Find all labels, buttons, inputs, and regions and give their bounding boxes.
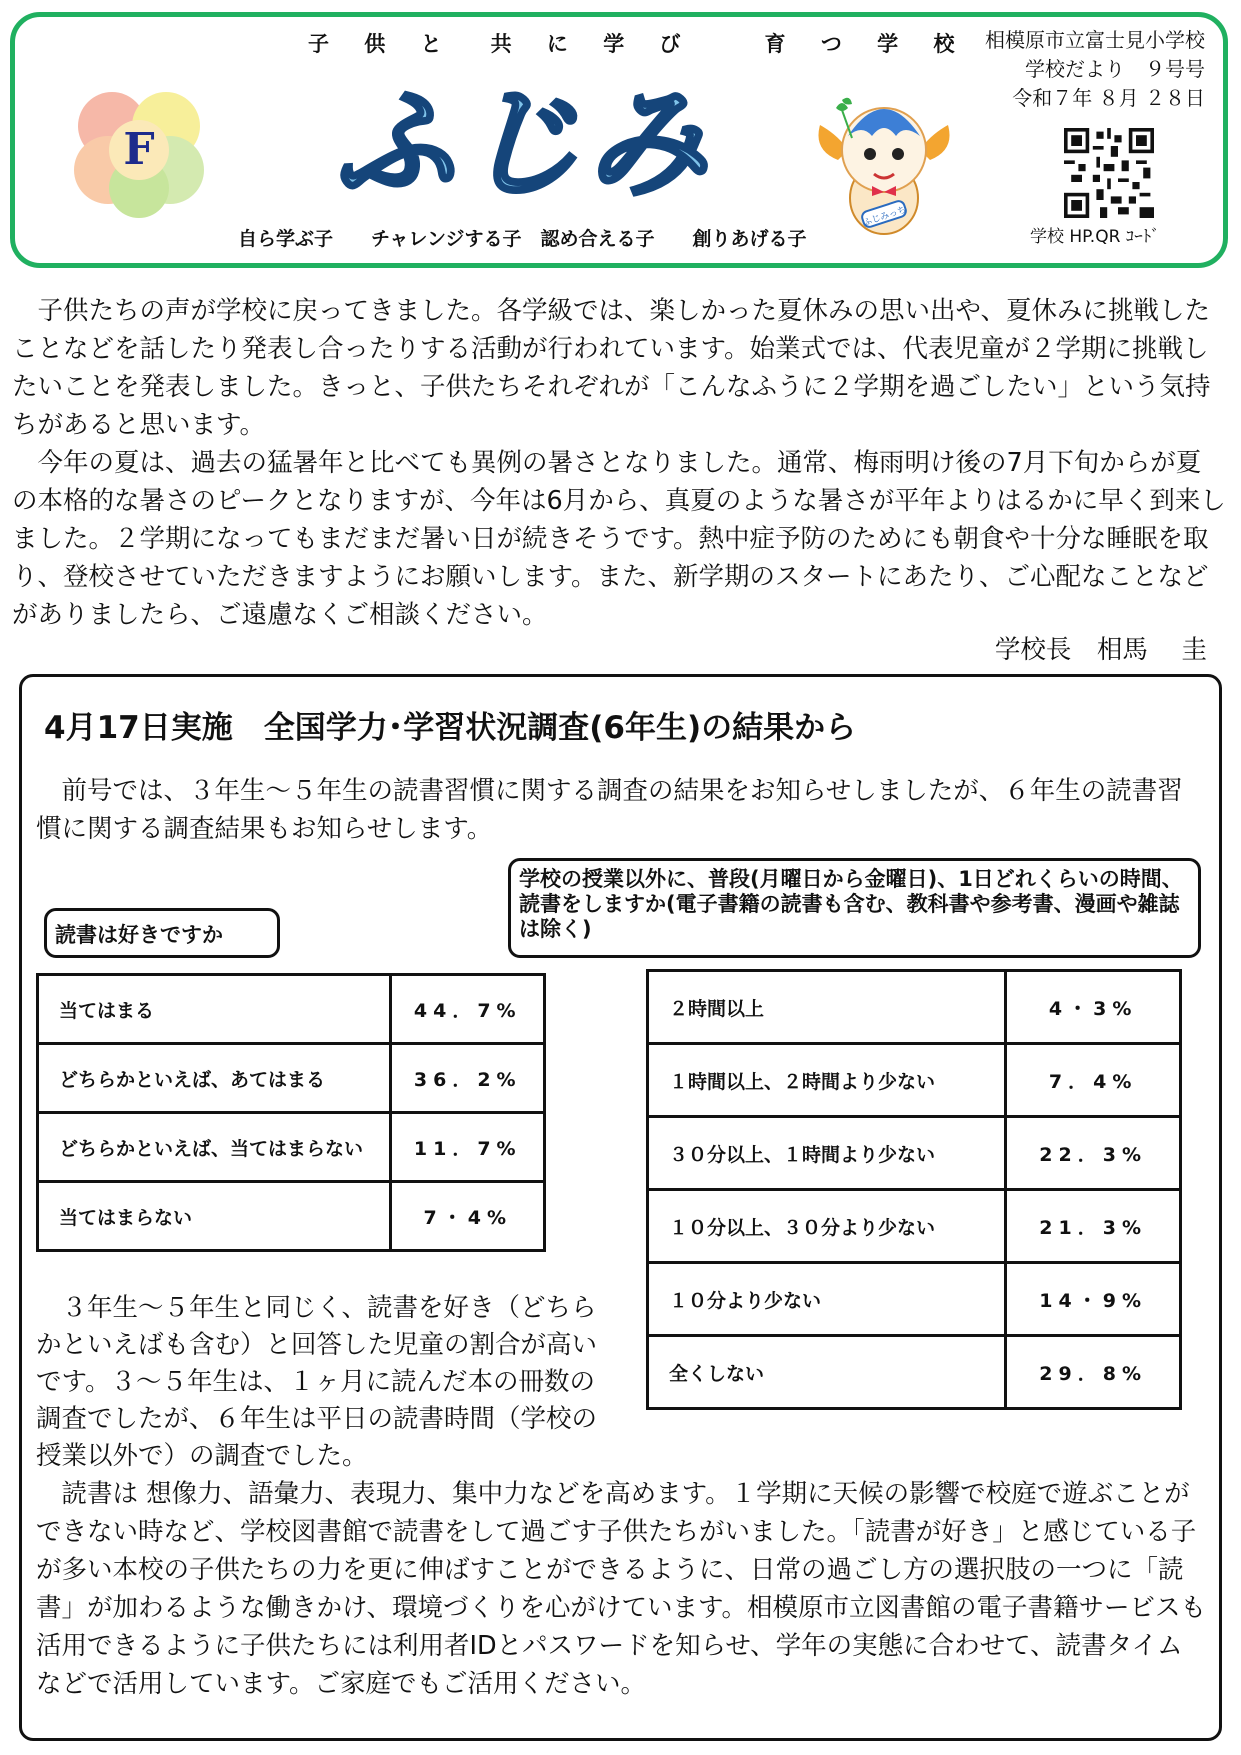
question-reading-enjoyment: 読書は好きですか	[44, 908, 280, 958]
message-paragraph-1: 子供たちの声が学校に戻ってきました。各学級では、楽しかった夏休みの思い出や、夏休みに挑戦したことなどを話したり発表し合ったりする活動が行われています。始業式では、代表児童が２学期に挑戦したいことを発表しました。きっと、子供たちそれぞれが「こんなふうに２学期を過ごしたい」という気持ちがあると思います。	[12, 296, 1211, 440]
table-row	[38, 1182, 545, 1251]
survey-lead: 前号では、３年生～５年生の読書習慣に関する調査の結果をお知らせしましたが、６年生の読書習慣に関する調査結果もお知らせします。	[36, 776, 1183, 844]
row-value: 22．3%	[1006, 1117, 1181, 1190]
row-value: 14・9%	[1006, 1263, 1181, 1336]
school-logo	[64, 86, 214, 220]
row-label: どちらかといえば、あてはまる	[38, 1044, 391, 1113]
logo-letter: F	[123, 124, 155, 175]
issue-date: 令和７年 ８月 ２８日	[1012, 86, 1205, 110]
mascot-image	[808, 80, 960, 240]
qr-label: 学校 HP.QR ｺｰﾄﾞ	[1030, 227, 1160, 247]
row-label: どちらかといえば、当てはまらない	[38, 1113, 391, 1182]
principal-signature: 学校長 相馬 圭	[994, 635, 1207, 665]
row-value: 7・4%	[391, 1182, 545, 1251]
school-motto: 子 供 と 共 に 学 び 育 つ 学 校	[308, 32, 969, 56]
table-row	[38, 975, 545, 1044]
row-value: 4・3%	[1006, 971, 1181, 1044]
row-label: １時間以上、２時間より少ない	[648, 1044, 1006, 1117]
row-value: 44．7%	[391, 975, 545, 1044]
row-value: 11．7%	[391, 1113, 545, 1182]
reading-enjoyment-table	[36, 973, 546, 1252]
message-paragraph-2: 今年の夏は、過去の猛暑年と比べても異例の暑さとなりました。通常、梅雨明け後の7月下旬からが夏の本格的な暑さのピークとなりますが、今年は6月から、真夏のような暑さが平年よりはるかに早く到来しました。２学期になってもまだまだ暑い日が続きそうです。熱中症予防のためにも朝食や十分な睡眠を取り、登校させていただきますようにお願いします。また、新学期のスタートにあたり、ご心配なことなどがありましたら、ご遠慮なくご相談ください。	[12, 448, 1226, 630]
row-label: ２時間以上	[648, 971, 1006, 1044]
school-name: 相模原市立富士見小学校	[985, 28, 1205, 52]
survey-title: 4月17日実施 全国学力･学習状況調査(6年生)の結果から	[44, 710, 857, 746]
survey-comparison-text: ３年生～５年生と同じく、読書を好き（どちらかといえばも含む）と回答した児童の割合が高いです。３～５年生は、１ヶ月に読んだ本の冊数の調査でしたが、６年生は平日の読書時間（学校の授業以外で）の調査でした。	[36, 1293, 598, 1471]
row-label: １０分以上、３０分より少ない	[648, 1190, 1006, 1263]
row-value: 29．8%	[1006, 1336, 1181, 1409]
newsletter-title: ふじみ	[335, 75, 713, 214]
table-row	[648, 1117, 1181, 1190]
row-value: 7．4%	[1006, 1044, 1181, 1117]
principal-message	[12, 292, 1226, 634]
table-row	[38, 1044, 545, 1113]
table-row	[648, 1263, 1181, 1336]
table-row	[648, 1336, 1181, 1409]
row-label: 当てはまらない	[38, 1182, 391, 1251]
table-row	[38, 1113, 545, 1182]
table-row	[648, 1044, 1181, 1117]
table-row	[648, 971, 1181, 1044]
question-reading-time: 学校の授業以外に、普段(月曜日から金曜日)、1日どれくらいの時間、読書をしますか(電子書籍の読書も含む、教科書や参考書、漫画や雑誌は除く)	[508, 858, 1201, 958]
school-goals: 自ら学ぶ子 チャレンジする子 認め合える子 創りあげる子	[238, 228, 807, 250]
row-value: 21．3%	[1006, 1190, 1181, 1263]
table-row	[648, 1190, 1181, 1263]
school-info	[985, 26, 1205, 113]
row-label: 全くしない	[648, 1336, 1006, 1409]
qr-code[interactable]	[1064, 128, 1154, 218]
row-value: 36．2%	[391, 1044, 545, 1113]
row-label: 当てはまる	[38, 975, 391, 1044]
issue-number: 学校だより ９号号	[1025, 57, 1205, 81]
survey-conclusion-text: 読書は 想像力、語彙力、表現力、集中力などを高めます。１学期に天候の影響で校庭で遊ぶことができない時など、学校図書館で読書をして過ごす子供たちがいました。「読書が好き」と感じている子が多い本校の子供たちの力を更に伸ばすことができるように、日常の過ごし方の選択肢の一つに「読書」が加わるような働きかけ、環境づくりを心がけています。相模原市立図書館の電子書籍サービスも活用できるように子供たちには利用者IDとパスワードを知らせ、学年の実態に合わせて、読書タイムなどで活用しています。ご家庭でもご活用ください。	[36, 1479, 1206, 1699]
row-label: １０分より少ない	[648, 1263, 1006, 1336]
mascot-sash-text: ふじみっち	[861, 205, 908, 229]
reading-time-table	[646, 969, 1182, 1410]
row-label: ３０分以上、１時間より少ない	[648, 1117, 1006, 1190]
